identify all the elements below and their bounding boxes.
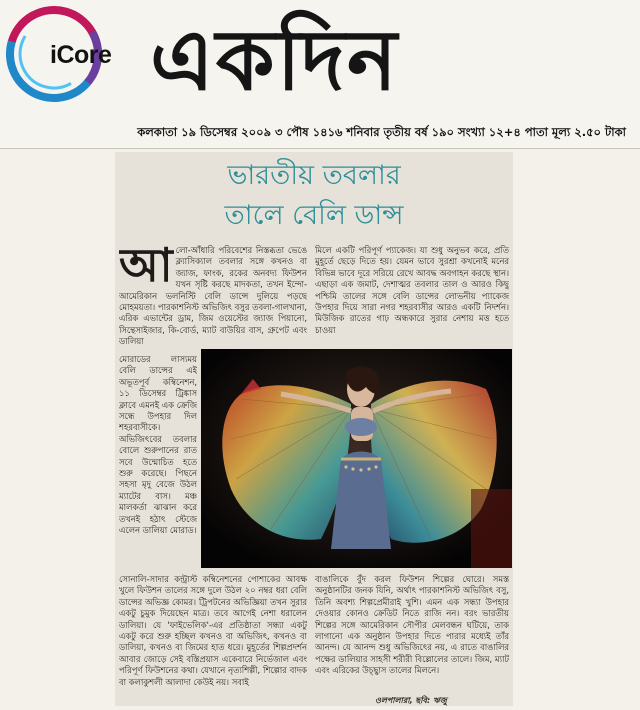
newspaper-nameplate: একদিন (150, 11, 399, 109)
belly-dancer-photo (201, 349, 512, 568)
article-paragraph-bottom-right: বাঙালিকে বুঁদ করল ফিউশন শিল্পের ঘোরে। সমস্ত অনুষ্ঠানটির জনক যিনি, অর্থাৎ পারকাশনিস্ট অভিজিৎ বসু, তিনি অবশ্য শিল্পপ্রেমীরাই খুশি। এমন এক সন্ধ্যা উপহার দেওয়ার কোনও ক্রেডিট নিতে রাজি নন। বরং ভারতীয় শিল্পের সঙ্গে আমেরিকান সৌপীর মেলবন্ধন ঘটিয়ে, তাক লাগানো এক অনুষ্ঠান উপহার দিতে পারার মধ্যেই তাঁর আনন্দ। যে আনন্দ শুধু অভিজিৎের নয়, এ রাতে বাঙালির পক্ষের ডালিয়ার সাহসী শরীরী বিল্লোলের তালে। জিম, ম্যাট এবং এরিকের উচ্ছ্বাস তালের মিলনে। (315, 574, 509, 676)
headline-line-1: ভারতীয় তবলার (227, 160, 401, 191)
article-clipping (115, 152, 513, 706)
article-paragraph-narrow: মোরাডের লাস্যময় বেলি ডান্সের এই অভূতপূর্ব কম্বিনেশন, ১১ ডিসেম্বর ট্রিঙ্কাস ক্লাবে এমনই এক ক্রেজি সন্ধে উপহার দিল শহরবাসীকে। অভিজিৎবের তবলার বোলে শুরুপানের রাত সবে উন্মোচিত হতে শুরু করেছে। পিছনে সহসা মৃদু বেজে উঠল ম্যাটের বাস। মঞ্চ মালকর্তা ঝাঝান করে তখনই হঠাৎ স্টেজে এলেন ডালিয়া মোরাড। (119, 354, 197, 536)
masthead (0, 0, 640, 149)
article-paragraph-bottom-left: সোনালি-সাদার কন্ট্রাস্ট কম্বিনেশনের পোশাকের আবক্ষ খুলে ফিউশন তালের সঙ্গে দুলে উঠল ২০ নম্বর ধরা বেলি ডান্সের অভিজ্ঞ কোমর। ট্রিপটনের অভিজ্ঞিয়া তখন সুরার একটু চুমুক দিয়েছেন মাত্র। তবে আগেই নেশা ধরালেন ডালিয়া। যে 'ফাইভেলিক'-এর প্রতিষ্ঠাতা সন্ধ্যা একটু একটু করে শুরু হচ্ছিল কখনও বা অভিজিৎ, কখনও বা ডালিয়া, কখনও বা জিমের হাত ধরে। মুহূর্তের শিল্পপ্রদর্শন আবার জোড়ে সেই বস্তিপ্রয়াস একেবারে নির্ভেজাল এবং পরিপূর্ণ ফিউশনের কথা। যেখানে নৃত্যশিল্পী, শিল্পোর বাদক বা কলাকুশলী আলাদা কেউই নয়। সবাই (119, 574, 307, 687)
article-column-left-intro (119, 245, 307, 353)
belly-dancer-illustration (201, 349, 512, 568)
article-column-bottom-left (119, 574, 307, 706)
article-column-bottom-right (315, 574, 509, 692)
dateline: কলকাতা ১৯ ডিসেম্বর ২০০৯ ৩ পৌষ ১৪১৬ শনিবার তৃতীয় বর্ষ ১৯০ সংখ্যা ১২+৪ পাতা মূল্য ২.৫০ টাকা (137, 125, 626, 139)
article-column-left-narrow (119, 354, 197, 568)
article-paragraph-right: মিলে একটি পরিপূর্ণ প্যাকেজ। যা শুধু অনুভব করে, প্রতি মুহূর্তে ছেড়ে দিতে হয়। যেমন ভাবে সুরশ্রা কখনোই মনের বিভিন্ন ভাবে দূরে সরিয়ে রেখে আবদ্ধ অবগাহন করছে স্থান। এছাড়া এক জমাট, দেশাত্মর তবলার তাল ও আরও কিছু পশ্চিমি তালের সঙ্গে বেলি ডান্সের লোভনীয় প্যাকেজ উপহার দিয়ে সারা নগর শহরবাসীর আরও একটি নিদর্শন। মিউজিক রাতের গাঢ় অন্ধকারে সুরার নেশায় মত্ত হতে চাওয়া (315, 245, 509, 335)
article-column-right-top (315, 245, 509, 345)
photo-credit: ওলপালারা, ছবি: ঋজু (375, 696, 447, 705)
icore-logo-text: iCore (50, 41, 112, 69)
drop-cap: আ (119, 245, 173, 292)
article-headline (115, 156, 513, 236)
article-paragraph-intro: লো-আঁধারি পরিবেশের নিস্তব্ধতা ভেঙে ক্ল্যাসিক্যাল তবলার সঙ্গে কখনও বা জ্যাজ, ফাংক, রকের অনবদ্য ফিউশন যখন সৃষ্টি করছে মাদকতা, তখন ইন্দো-আমেরিকান ভলনিস্টি বেলি ডান্সে দুলিয়ে পড়ছে মোহময়তা। পারকাশনিস্ট অভিজিৎ বসুর তবলা-গালখানা, এরিক এভান্টের ড্রাম, জিম ওয়েস্টের জ্যাজ পিয়ানো, সিন্থেসাইজার, কি-বোর্ড, ম্যাট বাউয়ির বাস, গ্রুপেট এবং ডালিয়া (119, 245, 307, 347)
headline-line-2: তালে বেলি ডান্স (224, 200, 404, 231)
